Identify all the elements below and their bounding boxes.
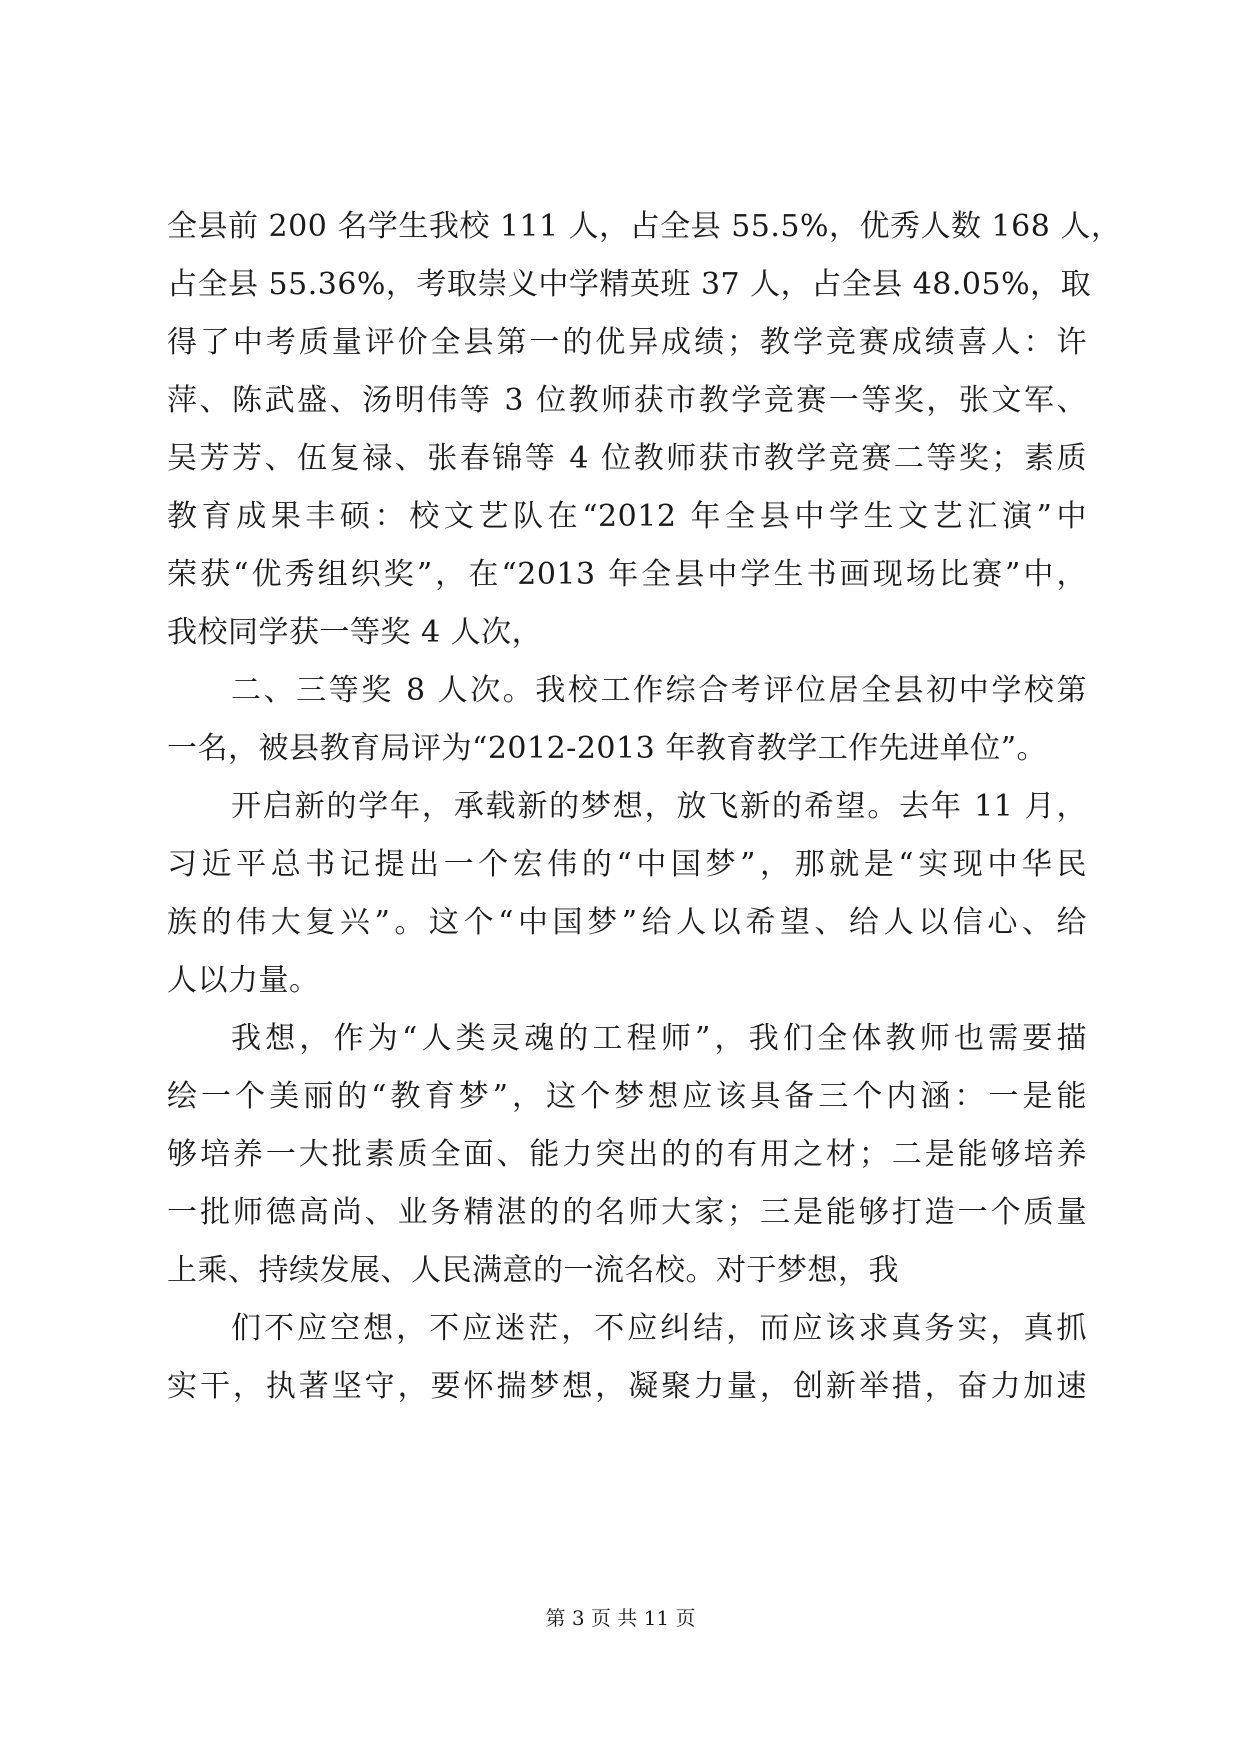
text-line: 吴芳芳、伍复禄、张春锦等 4 位教师获市教学竞赛二等奖；素质 <box>167 441 1087 476</box>
page-number-label: 第 3 页 共 11 页 <box>545 1606 696 1630</box>
text-line: 实干，执著坚守，要怀揣梦想，凝聚力量，创新举措，奋力加速 <box>167 1369 1087 1404</box>
text-line: 族的伟大复兴”。这个“中国梦”给人以希望、给人以信心、给 <box>167 905 1087 940</box>
text-line: 绘一个美丽的“教育梦”，这个梦想应该具备三个内涵：一是能 <box>167 1079 1087 1114</box>
text-line: 开启新的学年，承载新的梦想，放飞新的希望。去年 11 月， <box>231 789 1087 824</box>
text-line: 全县前 200 名学生我校 111 人，占全县 55.5%，优秀人数 168 人， <box>167 209 1122 244</box>
page-footer <box>0 1605 1241 1631</box>
text-line: 够培养一大批素质全面、能力突出的的有用之材；二是能够培养 <box>167 1137 1087 1172</box>
text-line: 我想，作为“人类灵魂的工程师”，我们全体教师也需要描 <box>231 1021 1087 1056</box>
text-line: 萍、陈武盛、汤明伟等 3 位教师获市教学竞赛一等奖，张文军、 <box>167 383 1087 418</box>
text-line: 占全县 55.36%，考取崇义中学精英班 37 人，占全县 48.05%，取 <box>167 267 1092 302</box>
text-line: 二、三等奖 8 人次。我校工作综合考评位居全县初中学校第 <box>231 673 1087 708</box>
body-text <box>167 198 1122 1416</box>
text-line: 们不应空想，不应迷茫，不应纠结，而应该求真务实，真抓 <box>231 1311 1087 1346</box>
text-line: 我校同学获一等奖 4 人次， <box>167 615 543 650</box>
text-line: 得了中考质量评价全县第一的优异成绩；教学竞赛成绩喜人：许 <box>167 325 1087 360</box>
text-line: 一批师德高尚、业务精湛的的名师大家；三是能够打造一个质量 <box>167 1195 1087 1230</box>
text-line: 习近平总书记提出一个宏伟的“中国梦”，那就是“实现中华民 <box>167 847 1087 882</box>
text-line: 教育成果丰硕：校文艺队在“2012 年全县中学生文艺汇演”中 <box>167 499 1087 534</box>
text-line: 一名，被县教育局评为“2012-2013 年教育教学工作先进单位”。 <box>167 731 1048 766</box>
text-line: 上乘、持续发展、人民满意的一流名校。对于梦想，我 <box>167 1253 899 1288</box>
text-line: 荣获“优秀组织奖”，在“2013 年全县中学生书画现场比赛”中， <box>167 557 1087 592</box>
text-line: 人以力量。 <box>167 963 320 998</box>
